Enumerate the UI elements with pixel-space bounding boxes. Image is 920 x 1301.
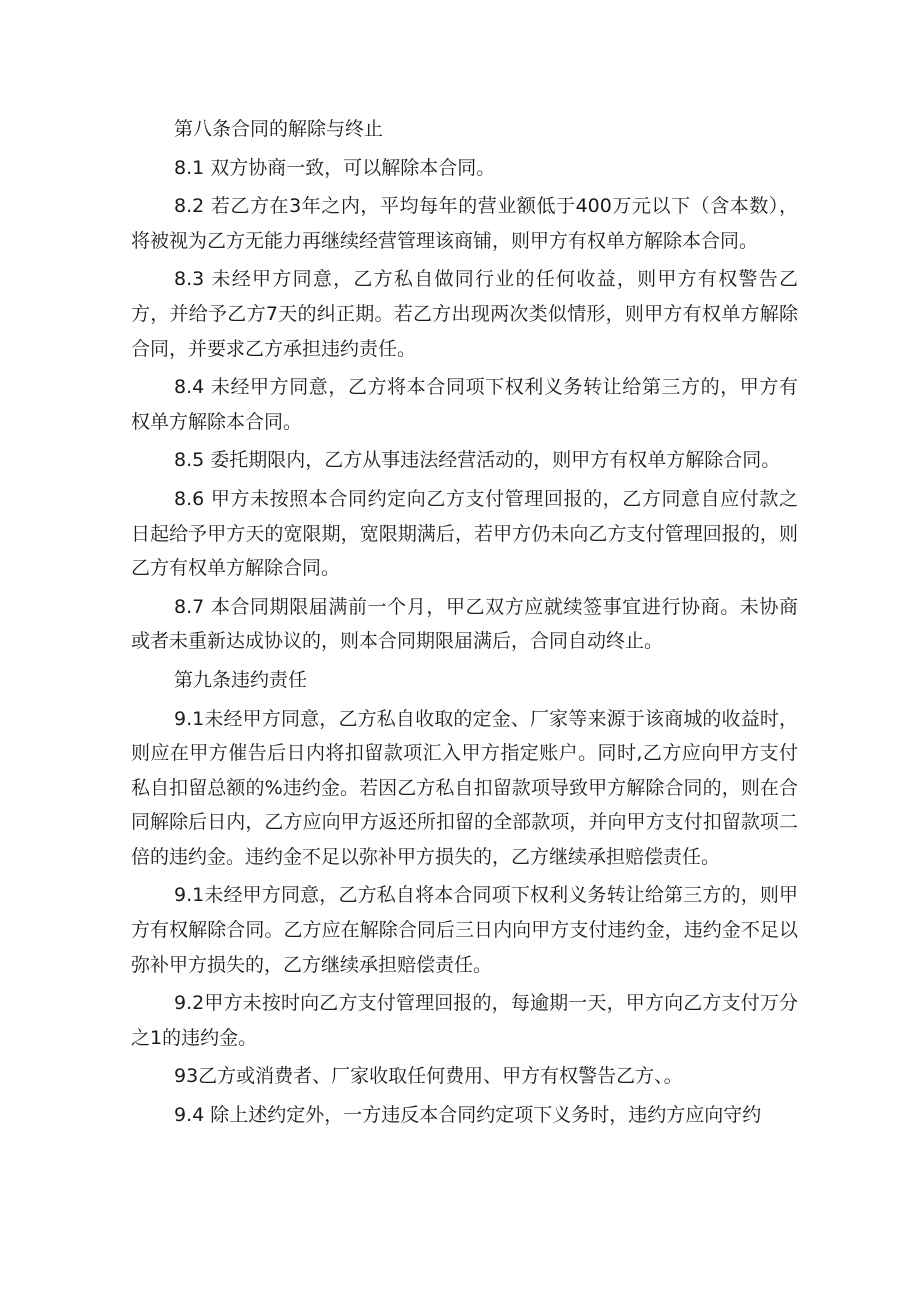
clause-9-1a: 9.1未经甲方同意，乙方私自收取的定金、厂家等来源于该商城的收益时，则应在甲方催告后日内将扣留款项汇入甲方指定账户。同时,乙方应向甲方支付私自扣留总额的%违约金。若因乙方私自扣留款项导致甲方解除合同的，则在合同解除后日内，乙方应向甲方返还所扣留的全部款项，并向甲方支付扣留款项二倍的违约金。违约金不足以弥补甲方损失的，乙方继续承担赔偿责任。 xyxy=(131,707,798,868)
clause-8-5: 8.5 委托期限内，乙方从事违法经营活动的，则甲方有权单方解除合同。 xyxy=(174,449,781,472)
clause-9-3: 93乙方或消费者、厂家收取任何费用、甲方有权警告乙方、。 xyxy=(174,1065,683,1088)
clause-8-3: 8.3 未经甲方同意，乙方私自做同行业的任何收益，则甲方有权警告乙方，并给予乙方7天的纠正期。若乙方出现两次类似情形，则甲方有权单方解除合同，并要求乙方承担违约责任。 xyxy=(131,268,798,360)
clause-9-1b: 9.1未经甲方同意，乙方私自将本合同项下权利义务转让给第三方的，则甲方有权解除合同。乙方应在解除合同后三日内向甲方支付违约金，违约金不足以弥补甲方损失的，乙方继续承担赔偿责任。 xyxy=(131,884,798,976)
section-heading-9: 第九条违约责任 xyxy=(174,668,308,691)
clause-8-7: 8.7 本合同期限届满前一个月，甲乙双方应就续签事宜进行协商。未协商或者未重新达成协议的，则本合同期限届满后，合同自动终止。 xyxy=(131,595,798,653)
clause-8-1: 8.1 双方协商一致，可以解除本合同。 xyxy=(174,156,496,179)
clause-8-4: 8.4 未经甲方同意，乙方将本合同项下权利义务转让给第三方的，甲方有权单方解除本合同。 xyxy=(131,376,798,433)
clause-8-2: 8.2 若乙方在3年之内，平均每年的营业额低于400万元以下（含本数），将被视为乙方无能力再继续经营管理该商铺，则甲方有权单方解除本合同。 xyxy=(131,195,798,252)
clause-8-6: 8.6 甲方未按照本合同约定向乙方支付管理回报的，乙方同意自应付款之日起给予甲方天的宽限期，宽限期满后，若甲方仍未向乙方支付管理回报的，则乙方有权单方解除合同。 xyxy=(131,487,798,580)
section-heading-8: 第八条合同的解除与终止 xyxy=(174,118,384,140)
clause-9-4: 9.4 除上述约定外，一方违反本合同约定项下义务时，违约方应向守约 xyxy=(174,1104,762,1127)
clause-9-2: 9.2甲方未按时向乙方支付管理回报的，每逾期一天，甲方向乙方支付万分之1的违约金。 xyxy=(131,992,798,1049)
document-body xyxy=(131,112,798,1137)
